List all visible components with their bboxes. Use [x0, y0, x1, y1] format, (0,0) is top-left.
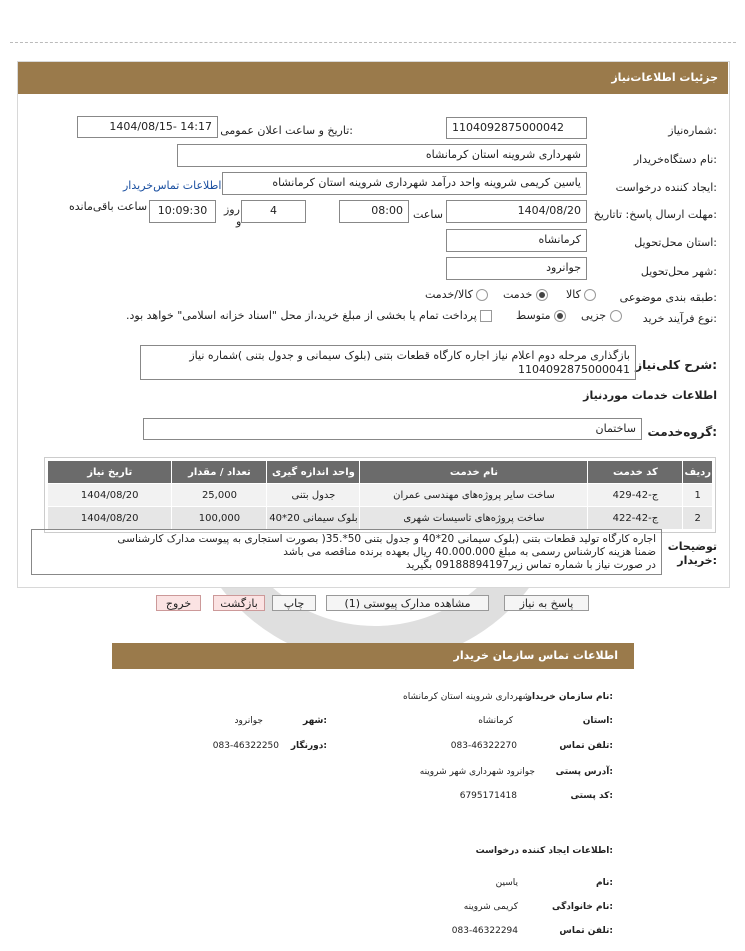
reply-button[interactable]: پاسخ به نیاز	[504, 595, 589, 611]
category-both-radio[interactable]	[476, 289, 488, 301]
cell-row: 2	[683, 507, 713, 530]
contact-title: اطلاعات تماس سازمان خریدار	[453, 649, 618, 662]
page-title: جزئیات اطلاعات‌نیاز	[611, 71, 718, 84]
buyer-field[interactable]: شهرداری شروینه استان کرمانشاه	[177, 144, 587, 167]
notes-box	[31, 529, 662, 575]
summary-label: شرح کلی‌نیاز:	[635, 358, 717, 372]
days-label: روز	[224, 203, 240, 216]
summary-line1: بازگذاری مرحله دوم اعلام نیاز اجاره کارگاه قطعات بتنی (بلوک سیمانی و جدول بتنی )شماره نیاز	[189, 349, 630, 362]
category-service-radio[interactable]	[536, 289, 548, 301]
payment-option[interactable]	[126, 309, 492, 322]
contact-city-label: شهر:	[303, 716, 327, 726]
creator-family-value: کریمی شروینه	[463, 902, 518, 912]
cell-name: ساخت سایر پروژه‌های مهندسی عمران	[360, 484, 588, 507]
creator-info-title: اطلاعات ایجاد کننده درخواست:	[475, 846, 613, 856]
col-qty: تعداد / مقدار	[172, 461, 267, 484]
category-service-option[interactable]	[503, 288, 548, 301]
deadline-time-field[interactable]: 08:00	[339, 200, 409, 223]
category-goods-label: کالا	[566, 288, 581, 301]
and-label: و	[236, 215, 242, 228]
creator-family-label: نام خانوادگی:	[551, 902, 613, 912]
services-table-wrapper	[44, 457, 716, 533]
announce-field[interactable]: 1404/08/15- 14:17	[77, 116, 218, 138]
province-label: استان محل‌تحویل:	[634, 236, 717, 249]
col-unit: واحد اندازه گیری	[267, 461, 360, 484]
province-field[interactable]: کرمانشاه	[446, 229, 587, 252]
cell-code: ج-42-422	[588, 507, 683, 530]
summary-box	[140, 345, 636, 380]
back-button[interactable]: بازگشت	[213, 595, 265, 611]
process-medium-option[interactable]	[516, 309, 566, 322]
notes-label-text: توضیحات خریدار:	[667, 540, 717, 567]
notes-line2: ضمنا هزینه کارشناس رسمی به مبلغ 40.000.000 ریال بعهده برنده مناقصه می باشد	[283, 546, 656, 558]
phone-label: تلفن تماس:	[559, 741, 613, 751]
service-group-label: گروه‌خدمت:	[647, 425, 717, 439]
exit-button[interactable]: خروج	[156, 595, 201, 611]
service-group-field: ساختمان	[143, 418, 642, 440]
cell-date: 1404/08/20	[48, 507, 172, 530]
summary-line2: 1104092875000041	[518, 363, 630, 376]
notes-line3: در صورت نیاز با شماره تماس زیر09188894197 بگیرید	[406, 559, 656, 571]
city-field[interactable]: جوانرود	[446, 257, 587, 280]
postal-value: 6795171418	[459, 791, 517, 801]
deadline-label: مهلت ارسال پاسخ: تاتاریخ:	[593, 208, 717, 221]
cell-qty: 100,000	[172, 507, 267, 530]
table-row	[48, 507, 713, 530]
deadline-date-field[interactable]: 1404/08/20	[446, 200, 587, 223]
postal-label: کد پستی:	[570, 791, 613, 801]
org-label: نام سازمان خریدار:	[526, 692, 613, 702]
services-table	[47, 460, 713, 530]
process-medium-label: متوسط	[516, 309, 551, 322]
process-medium-radio[interactable]	[554, 310, 566, 322]
col-row: ردیف	[683, 461, 713, 484]
days-field[interactable]: 4	[241, 200, 306, 223]
contact-province-label: استان:	[582, 716, 613, 726]
cell-name: ساخت پروژه‌های تاسیسات شهری	[360, 507, 588, 530]
address-value: جوانرود شهرداری شهر شروینه	[419, 767, 535, 777]
creator-phone-label: تلفن تماس:	[559, 926, 613, 936]
cell-unit: جدول بتنی	[267, 484, 360, 507]
attachments-button[interactable]: مشاهده مدارک پیوستی (1)	[326, 595, 489, 611]
process-minor-label: جزیی	[581, 309, 607, 322]
process-minor-radio[interactable]	[610, 310, 622, 322]
contact-info-link[interactable]: اطلاعات تماس‌خریدار	[123, 179, 222, 192]
remaining-label: ساعت باقی‌مانده	[69, 200, 148, 213]
announce-label: تاریخ و ساعت اعلان عمومی:	[220, 124, 353, 137]
notes-line1: اجاره کارگاه تولید قطعات بتنی (بلوک سیمانی 20*40 و جدول بتنی 50*.35( بصورت استجاری به پیوست مدارک کارشناسی	[117, 533, 656, 545]
category-goods-option[interactable]	[566, 288, 596, 301]
creator-field[interactable]: یاسین کریمی شروینه واحد درآمد شهرداری شروینه استان کرمانشاه	[222, 172, 587, 195]
need-number-field[interactable]: 1104092875000042	[446, 117, 587, 139]
category-label: طبقه بندی موضوعی:	[619, 291, 717, 304]
services-table-header	[48, 461, 713, 484]
payment-note: پرداخت تمام یا بخشی از مبلغ خرید،از محل "اسناد خزانه اسلامی" خواهد بود.	[126, 309, 477, 322]
creator-label: ایجاد کننده درخواست:	[615, 181, 717, 194]
process-minor-option[interactable]	[581, 309, 622, 322]
creator-phone-value: 083-46322294	[451, 926, 518, 936]
deadline-time-label: ساعت	[413, 208, 443, 221]
phone-value: 083-46322270	[450, 741, 517, 751]
cell-date: 1404/08/20	[48, 484, 172, 507]
need-number-label: شماره‌نیاز:	[668, 124, 717, 137]
details-titlebar	[18, 62, 728, 94]
city-label: شهر محل‌تحویل:	[640, 265, 717, 278]
top-separator	[10, 42, 736, 43]
col-name: نام خدمت	[360, 461, 588, 484]
cell-unit: بلوک سیمانی 20*40	[267, 507, 360, 530]
buyer-label: نام دستگاه‌خریدار:	[633, 153, 717, 166]
cell-row: 1	[683, 484, 713, 507]
cell-code: ج-42-429	[588, 484, 683, 507]
category-goods-radio[interactable]	[584, 289, 596, 301]
creator-name-value: یاسین	[495, 878, 518, 888]
table-row	[48, 484, 713, 507]
print-button[interactable]: چاپ	[272, 595, 316, 611]
cell-qty: 25,000	[172, 484, 267, 507]
process-label: نوع فرآیند خرید:	[642, 312, 717, 325]
address-label: آدرس پستی:	[555, 767, 613, 777]
contact-city-value: جوانرود	[234, 716, 263, 726]
contact-province-value: کرمانشاه	[478, 716, 513, 726]
org-value: شهرداری شروینه استان کرمانشاه	[403, 692, 530, 702]
fax-value: 083-46322250	[212, 741, 279, 751]
payment-checkbox[interactable]	[480, 310, 492, 322]
col-date: تاریخ نیاز	[48, 461, 172, 484]
services-section-title: اطلاعات خدمات موردنیاز	[583, 389, 717, 402]
contact-titlebar	[112, 643, 634, 669]
col-code: کد خدمت	[588, 461, 683, 484]
category-service-label: خدمت	[503, 288, 533, 301]
remaining-time-field: 10:09:30	[149, 200, 216, 223]
creator-name-label: نام:	[596, 878, 613, 888]
fax-label: دورنگار:	[290, 741, 327, 751]
notes-label	[657, 540, 717, 568]
category-both-option[interactable]	[425, 288, 488, 301]
category-both-label: کالا/خدمت	[425, 288, 473, 301]
